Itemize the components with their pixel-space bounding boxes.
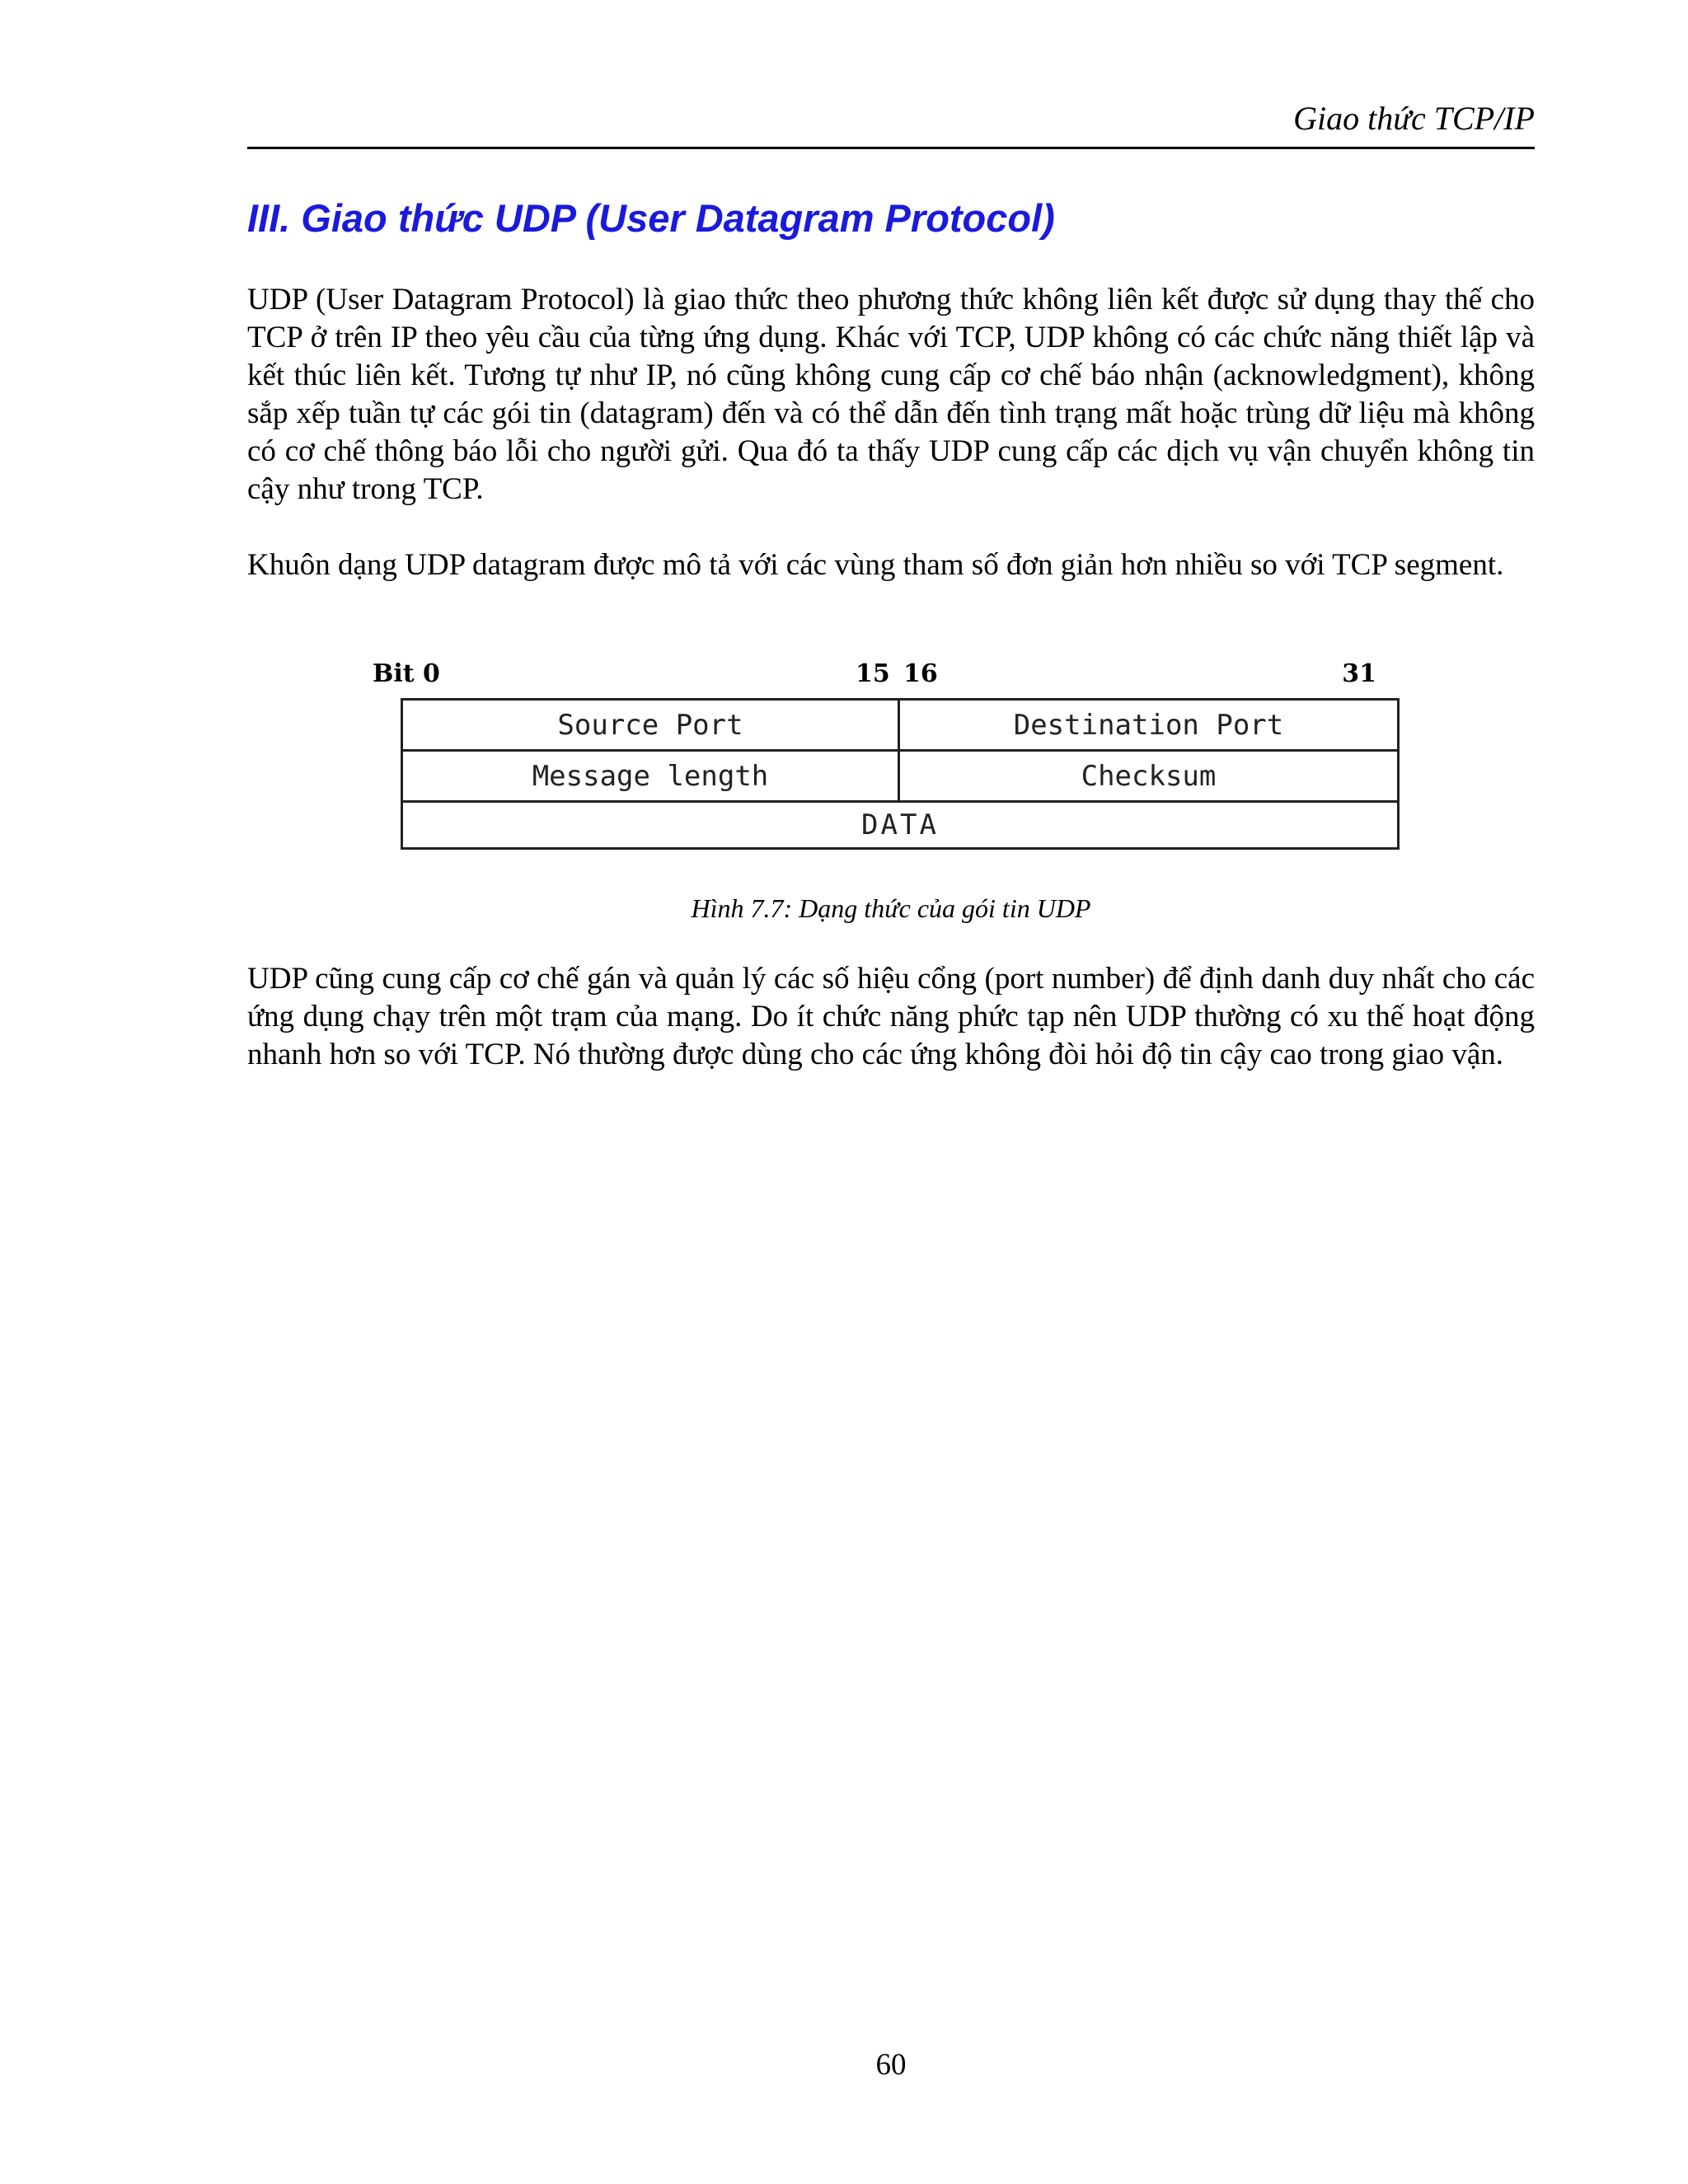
paragraph-udp-format: Khuôn dạng UDP datagram được mô tả với các vùng tham số đơn giản hơn nhiều so với TCP segment. xyxy=(247,548,1504,582)
page-number: 60 xyxy=(875,2048,907,2082)
bit-label-15: 15 xyxy=(856,659,890,688)
field-message-length: Message length xyxy=(403,752,900,800)
udp-datagram-diagram xyxy=(369,653,1408,859)
bit-label-31: 31 xyxy=(1342,659,1376,688)
field-data: DATA xyxy=(861,808,939,841)
udp-row-data xyxy=(403,803,1397,847)
field-destination-port: Destination Port xyxy=(1013,708,1284,742)
paragraph-udp-intro: UDP (User Datagram Protocol) là giao thức theo phương thức không liên kết được sử dụng thay thế cho TCP ở trên IP theo yêu cầu của từng ứng dụng. Khác với TCP, UDP không có các chức năng thiết lập và kết thúc liên kết. Tương tự như IP, nó cũng không cung cấp cơ chế báo nhận (acknowledgment), không sắp xếp tuần tự các gói tin (datagram) đến và có thể dẫn đến tình trạng mất hoặc trùng dữ liệu mà không có cơ chế thông báo lỗi cho người gửi. Qua đó ta thấy UDP cung cấp các dịch vụ vận chuyển không tin cậy như trong TCP. xyxy=(247,283,1535,506)
field-checksum: Checksum xyxy=(1081,759,1217,793)
section-title: III. Giao thức UDP (User Datagram Protocol) xyxy=(247,196,1055,240)
running-header: Giao thức TCP/IP xyxy=(1293,100,1535,137)
field-source-port: Source Port xyxy=(403,701,900,749)
figure-caption: Hình 7.7: Dạng thức của gói tin UDP xyxy=(691,893,1091,923)
bit-label-16: 16 xyxy=(903,659,938,688)
udp-header-table xyxy=(401,698,1400,850)
bit-label-0: Bit 0 xyxy=(373,659,440,688)
udp-row-ports xyxy=(403,701,1397,752)
paragraph-udp-ports: UDP cũng cung cấp cơ chế gán và quản lý các số hiệu cổng (port number) để định danh duy nhất cho các ứng dụng chạy trên một trạm của mạng. Do ít chức năng phức tạp nên UDP thường có xu thế hoạt động nhanh hơn so với TCP. Nó thường được dùng cho các ứng không đòi hỏi độ tin cậy cao trong giao vận. xyxy=(247,962,1535,1071)
udp-row-length-checksum xyxy=(403,752,1397,803)
header-rule xyxy=(247,147,1535,149)
